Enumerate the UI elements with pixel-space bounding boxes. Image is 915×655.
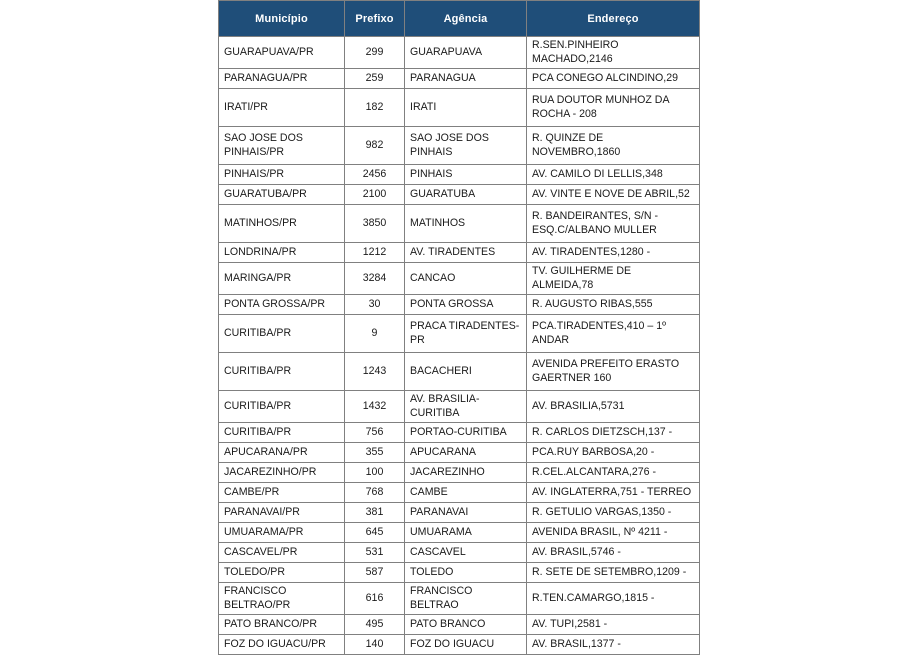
cell-endereco: R. SETE DE SETEMBRO,1209 - [527,563,700,583]
cell-prefixo: 2456 [345,165,405,185]
cell-municipio: PARANAVAI/PR [218,503,345,523]
cell-endereco: AV. TUPI,2581 - [527,615,700,635]
cell-prefixo: 2100 [345,185,405,205]
cell-municipio: PONTA GROSSA/PR [218,295,345,315]
cell-prefixo: 9 [345,315,405,353]
cell-municipio: CURITIBA/PR [218,423,345,443]
agency-table-container [218,0,700,655]
cell-agencia: BACACHERI [405,353,527,391]
table-row [218,127,700,165]
cell-municipio: CAMBE/PR [218,483,345,503]
cell-prefixo: 756 [345,423,405,443]
table-row [218,37,700,69]
cell-municipio: LONDRINA/PR [218,243,345,263]
cell-prefixo: 355 [345,443,405,463]
table-row [218,423,700,443]
cell-agencia: MATINHOS [405,205,527,243]
cell-municipio: IRATI/PR [218,89,345,127]
cell-municipio: TOLEDO/PR [218,563,345,583]
cell-municipio: FRANCISCO BELTRAO/PR [218,583,345,615]
cell-endereco: AVENIDA BRASIL, Nº 4211 - [527,523,700,543]
cell-endereco: TV. GUILHERME DE ALMEIDA,78 [527,263,700,295]
cell-municipio: GUARATUBA/PR [218,185,345,205]
agency-table [218,0,700,655]
cell-endereco: R. CARLOS DIETZSCH,137 - [527,423,700,443]
cell-endereco: AVENIDA PREFEITO ERASTO GAERTNER 160 [527,353,700,391]
cell-prefixo: 645 [345,523,405,543]
table-row [218,443,700,463]
cell-agencia: APUCARANA [405,443,527,463]
cell-endereco: PCA.RUY BARBOSA,20 - [527,443,700,463]
table-row [218,353,700,391]
cell-agencia: PONTA GROSSA [405,295,527,315]
cell-municipio: PINHAIS/PR [218,165,345,185]
cell-endereco: RUA DOUTOR MUNHOZ DA ROCHA - 208 [527,89,700,127]
table-row [218,543,700,563]
cell-agencia: GUARATUBA [405,185,527,205]
cell-prefixo: 3850 [345,205,405,243]
cell-agencia: PRACA TIRADENTES-PR [405,315,527,353]
cell-agencia: PARANAGUA [405,69,527,89]
cell-prefixo: 1243 [345,353,405,391]
cell-prefixo: 1432 [345,391,405,423]
table-row [218,563,700,583]
table-row [218,583,700,615]
cell-endereco: AV. CAMILO DI LELLIS,348 [527,165,700,185]
cell-agencia: IRATI [405,89,527,127]
table-body [218,37,700,655]
table-row [218,615,700,635]
cell-prefixo: 381 [345,503,405,523]
column-header-municipio: Município [218,0,345,37]
cell-agencia: CAMBE [405,483,527,503]
table-row [218,295,700,315]
table-row [218,635,700,655]
cell-municipio: JACAREZINHO/PR [218,463,345,483]
cell-endereco: AV. VINTE E NOVE DE ABRIL,52 [527,185,700,205]
cell-prefixo: 982 [345,127,405,165]
cell-agencia: TOLEDO [405,563,527,583]
cell-municipio: CURITIBA/PR [218,391,345,423]
cell-agencia: AV. BRASILIA-CURITIBA [405,391,527,423]
cell-prefixo: 140 [345,635,405,655]
cell-agencia: UMUARAMA [405,523,527,543]
table-row [218,483,700,503]
cell-endereco: AV. BRASIL,5746 - [527,543,700,563]
cell-endereco: R.SEN.PINHEIRO MACHADO,2146 [527,37,700,69]
column-header-endereco: Endereço [527,0,700,37]
column-header-prefixo: Prefixo [345,0,405,37]
cell-endereco: R. AUGUSTO RIBAS,555 [527,295,700,315]
table-row [218,165,700,185]
table-row [218,315,700,353]
cell-municipio: FOZ DO IGUACU/PR [218,635,345,655]
cell-prefixo: 30 [345,295,405,315]
table-row [218,185,700,205]
cell-prefixo: 299 [345,37,405,69]
cell-agencia: AV. TIRADENTES [405,243,527,263]
cell-municipio: PARANAGUA/PR [218,69,345,89]
cell-endereco: R. QUINZE DE NOVEMBRO,1860 [527,127,700,165]
cell-endereco: R.TEN.CAMARGO,1815 - [527,583,700,615]
table-row [218,263,700,295]
cell-prefixo: 3284 [345,263,405,295]
cell-endereco: AV. BRASIL,1377 - [527,635,700,655]
cell-municipio: MATINHOS/PR [218,205,345,243]
cell-endereco: PCA.TIRADENTES,410 – 1º ANDAR [527,315,700,353]
cell-agencia: CASCAVEL [405,543,527,563]
cell-endereco: AV. BRASILIA,5731 [527,391,700,423]
table-row [218,69,700,89]
cell-municipio: CURITIBA/PR [218,353,345,391]
table-row [218,463,700,483]
table-row [218,243,700,263]
cell-prefixo: 259 [345,69,405,89]
table-row [218,503,700,523]
cell-prefixo: 1212 [345,243,405,263]
cell-prefixo: 182 [345,89,405,127]
cell-agencia: JACAREZINHO [405,463,527,483]
cell-agencia: PORTAO-CURITIBA [405,423,527,443]
cell-endereco: R.CEL.ALCANTARA,276 - [527,463,700,483]
cell-prefixo: 768 [345,483,405,503]
cell-agencia: FOZ DO IGUACU [405,635,527,655]
cell-prefixo: 587 [345,563,405,583]
cell-agencia: PATO BRANCO [405,615,527,635]
cell-prefixo: 495 [345,615,405,635]
cell-municipio: PATO BRANCO/PR [218,615,345,635]
table-row [218,523,700,543]
cell-agencia: PINHAIS [405,165,527,185]
cell-municipio: MARINGA/PR [218,263,345,295]
cell-municipio: UMUARAMA/PR [218,523,345,543]
cell-municipio: APUCARANA/PR [218,443,345,463]
cell-agencia: CANCAO [405,263,527,295]
cell-prefixo: 100 [345,463,405,483]
cell-endereco: AV. INGLATERRA,751 - TERREO [527,483,700,503]
cell-agencia: GUARAPUAVA [405,37,527,69]
table-header [218,0,700,37]
cell-endereco: AV. TIRADENTES,1280 - [527,243,700,263]
cell-municipio: CURITIBA/PR [218,315,345,353]
cell-municipio: CASCAVEL/PR [218,543,345,563]
cell-agencia: PARANAVAI [405,503,527,523]
table-row [218,391,700,423]
cell-endereco: PCA CONEGO ALCINDINO,29 [527,69,700,89]
cell-municipio: GUARAPUAVA/PR [218,37,345,69]
table-header-row [218,0,700,37]
table-row [218,89,700,127]
cell-agencia: SAO JOSE DOS PINHAIS [405,127,527,165]
cell-endereco: R. GETULIO VARGAS,1350 - [527,503,700,523]
cell-agencia: FRANCISCO BELTRAO [405,583,527,615]
cell-municipio: SAO JOSE DOS PINHAIS/PR [218,127,345,165]
table-row [218,205,700,243]
cell-prefixo: 531 [345,543,405,563]
column-header-agencia: Agência [405,0,527,37]
cell-prefixo: 616 [345,583,405,615]
cell-endereco: R. BANDEIRANTES, S/N - ESQ.C/ALBANO MULLER [527,205,700,243]
